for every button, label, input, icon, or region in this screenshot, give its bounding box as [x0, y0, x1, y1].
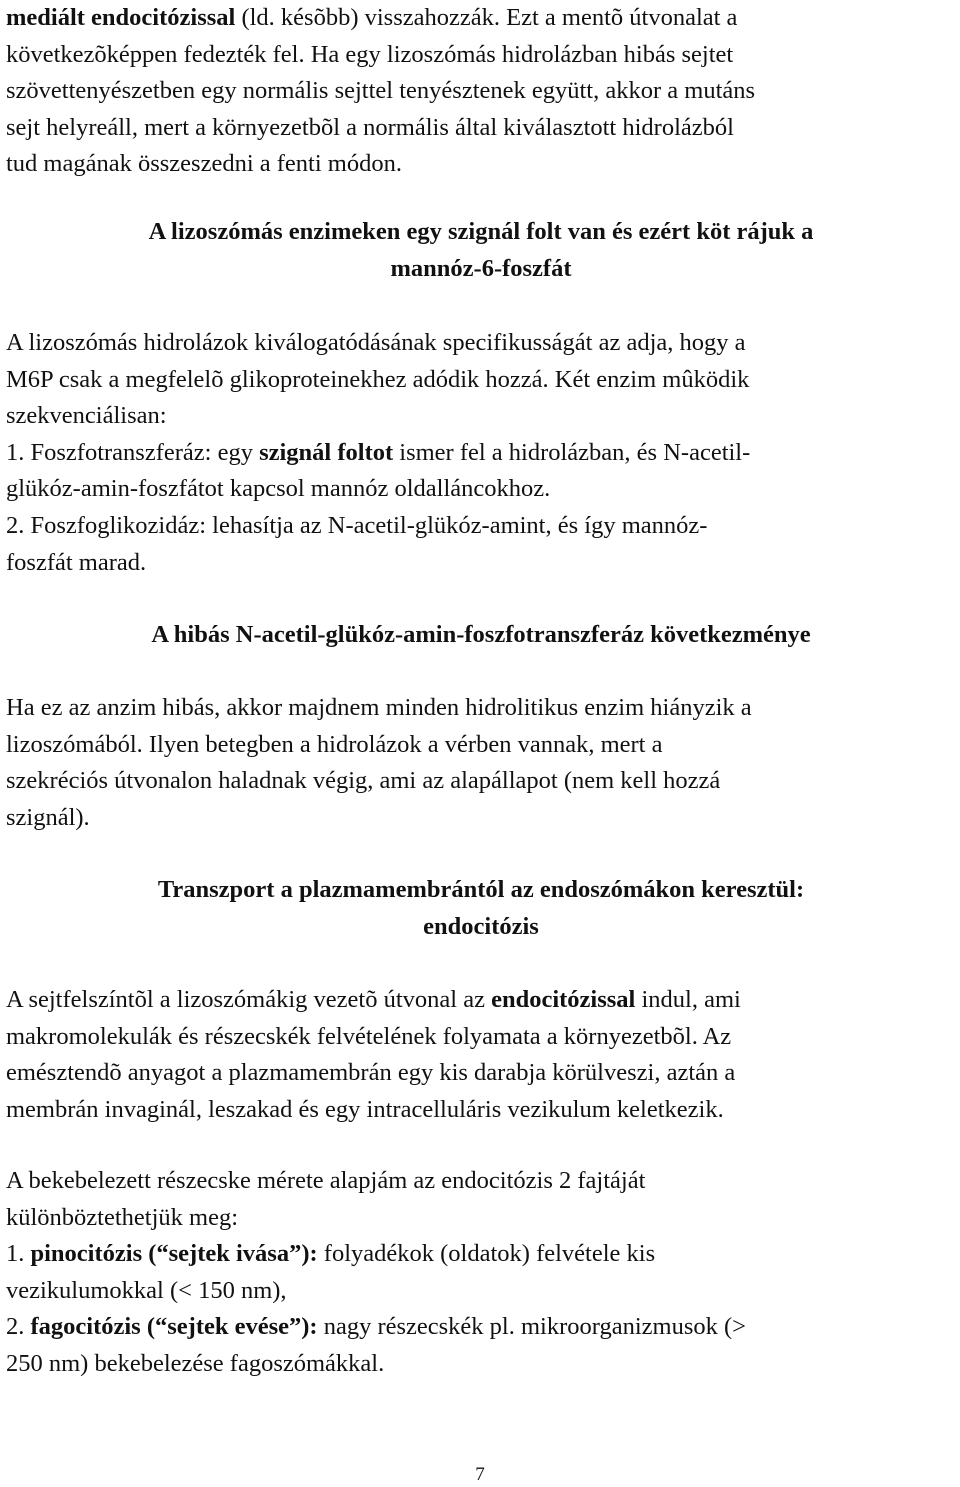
text-line: szekvenciálisan:	[6, 402, 167, 430]
text-line: különböztethetjük meg:	[6, 1203, 239, 1231]
text-line: szignál).	[6, 803, 90, 831]
m6p-paragraph	[6, 325, 956, 581]
section-heading-defect: A hibás N-acetil-glükóz-amin-foszfotranszferáz következménye	[151, 621, 811, 648]
text-line: foszfát marad.	[6, 548, 147, 576]
text-line: glükóz-amin-foszfátot kapcsol mannóz oldalláncokhoz.	[6, 475, 551, 503]
defect-paragraph	[6, 690, 956, 836]
bold-term: endocitózissal	[491, 986, 636, 1013]
section-heading-m6p: A lizoszómás enzimeken egy szignál folt van és ezért köt rájuk a mannóz-6-foszfát	[148, 218, 814, 282]
text-line: következõképpen fedezték fel. Ha egy lizoszómás hidrolázban hibás sejtet	[6, 40, 734, 68]
text-line: A sejtfelszíntõl a lizoszómákig vezetõ útvonal az endocitózissal indul, ami	[6, 986, 741, 1013]
bold-term: pinocitózis (“sejtek ivása”):	[30, 1240, 318, 1268]
list-item: 1. Foszfotranszferáz: egy szignál foltot ismer fel a hidrolázban, és N-acetil-	[6, 438, 751, 466]
section-heading-endocytosis: Transzport a plazmamembrántól az endoszómákon keresztül: endocitózis	[157, 876, 805, 940]
text-line: sejt helyreáll, mert a környezetbõl a normális által kiválasztott hidrolázból	[6, 113, 734, 141]
bold-term: fagocitózis (“sejtek evése”):	[30, 1313, 318, 1341]
text-line: tud magának összeszedni a fenti módon.	[6, 150, 402, 178]
text-line: mediált endocitózissal (ld. késõbb) visszahozzák. Ezt a mentõ útvonalat a	[6, 4, 738, 31]
list-item: 2. Foszfoglikozidáz: lehasítja az N-acetil-glükóz-amint, és így mannóz-	[6, 511, 708, 539]
text-line: A lizoszómás hidrolázok kiválogatódásának specifikusságát az adja, hogy a	[6, 329, 746, 356]
page-number: 7	[475, 1464, 485, 1485]
text-line: lizoszómából. Ilyen betegben a hidrolázok a vérben vannak, mert a	[6, 730, 663, 758]
text-line: M6P csak a megfelelõ glikoproteinekhez adódik hozzá. Két enzim mûködik	[6, 365, 750, 393]
text-line: 250 nm) bekebelezése fagoszómákkal.	[6, 1349, 385, 1377]
intro-paragraph	[6, 0, 956, 183]
bold-term: mediált endocitózissal	[6, 4, 236, 31]
list-item: 2. fagocitózis (“sejtek evése”): nagy részecskék pl. mikroorganizmusok (>	[6, 1313, 746, 1341]
text-line: A bekebelezett részecske mérete alapjám az endocitózis 2 fajtáját	[6, 1167, 646, 1194]
text-line: makromolekulák és részecskék felvételének folyamata a környezetbõl. Az	[6, 1022, 732, 1050]
text-line: vezikulumokkal (< 150 nm),	[6, 1276, 287, 1304]
endocytosis-types-paragraph	[6, 1163, 956, 1383]
text-line: szekréciós útvonalon haladnak végig, ami az alapállapot (nem kell hozzá	[6, 767, 721, 795]
text-line: membrán invaginál, leszakad és egy intracelluláris vezikulum keletkezik.	[6, 1095, 724, 1123]
text-line: Ha ez az anzim hibás, akkor majdnem minden hidrolitikus enzim hiányzik a	[6, 694, 752, 721]
bold-term: szignál foltot	[259, 438, 394, 466]
list-item: 1. pinocitózis (“sejtek ivása”): folyadékok (oldatok) felvétele kis	[6, 1240, 656, 1268]
text-line: emésztendõ anyagot a plazmamembrán egy kis darabja körülveszi, aztán a	[6, 1059, 736, 1087]
endocytosis-paragraph	[6, 982, 956, 1128]
text-line: szövettenyészetben egy normális sejttel tenyésztenek együtt, akkor a mutáns	[6, 77, 756, 105]
